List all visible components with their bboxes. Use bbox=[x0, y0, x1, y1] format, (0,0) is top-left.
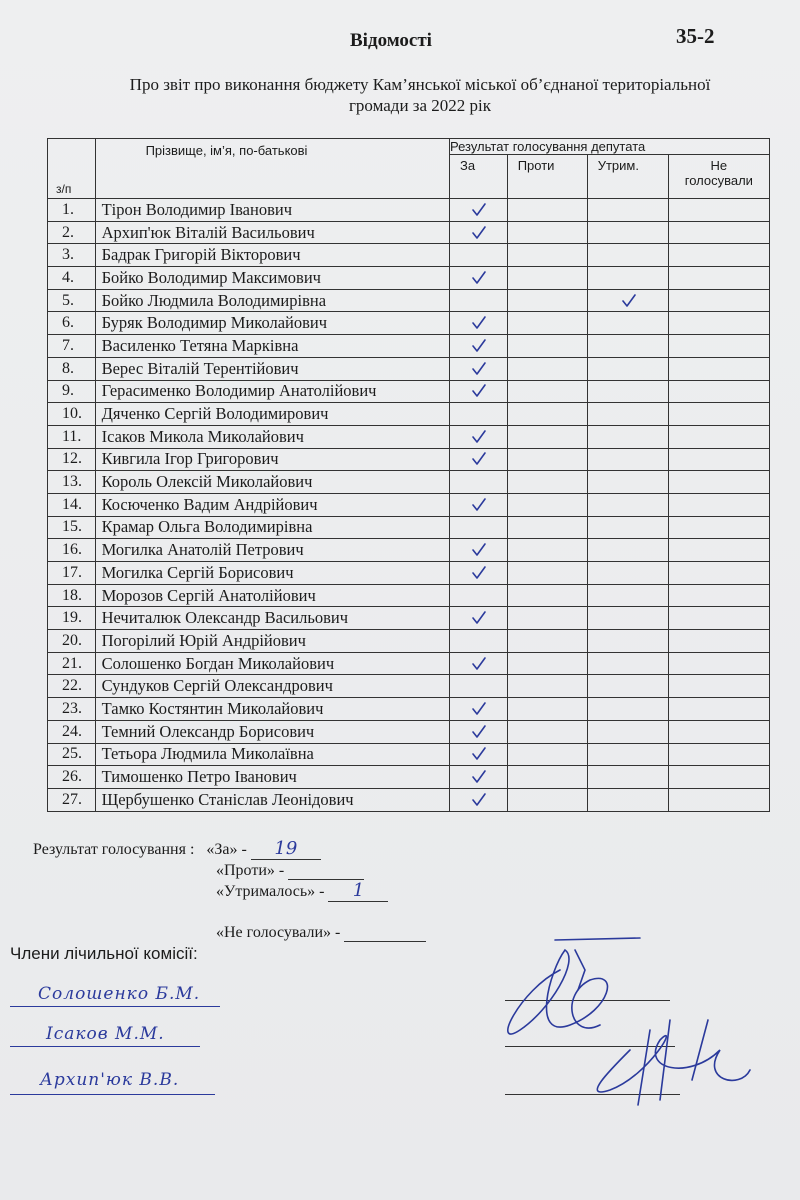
row-number: 3. bbox=[48, 244, 96, 267]
checkmark-icon bbox=[471, 746, 485, 762]
vote-cell-for bbox=[449, 516, 507, 539]
row-number: 8. bbox=[48, 357, 96, 380]
vote-cell-novote bbox=[668, 380, 769, 403]
table-row bbox=[48, 539, 770, 562]
vote-cell-for bbox=[449, 675, 507, 698]
for-label: «За» - bbox=[206, 841, 247, 858]
deputy-name: Тамко Костянтин Миколайович bbox=[95, 698, 449, 721]
row-number: 11. bbox=[48, 425, 96, 448]
vote-cell-against bbox=[507, 652, 587, 675]
vote-cell-for bbox=[449, 267, 507, 290]
checkmark-icon bbox=[471, 270, 485, 286]
subtitle-line-1: Про звіт про виконання бюджету Кам’янської міської об’єднаної територіальної bbox=[129, 75, 711, 94]
checkmark-icon bbox=[471, 497, 485, 513]
vote-cell-novote bbox=[668, 584, 769, 607]
table-row bbox=[48, 516, 770, 539]
signature-line-3 bbox=[10, 1094, 215, 1095]
deputy-name: Погорілий Юрій Андрійович bbox=[95, 630, 449, 653]
table-row bbox=[48, 652, 770, 675]
table-row bbox=[48, 199, 770, 222]
row-number: 13. bbox=[48, 471, 96, 494]
vote-cell-abstain bbox=[587, 607, 668, 630]
against-label: «Проти» - bbox=[216, 862, 285, 879]
row-number: 4. bbox=[48, 267, 96, 290]
vote-cell-against bbox=[507, 675, 587, 698]
vote-cell-novote bbox=[668, 471, 769, 494]
vote-cell-novote bbox=[668, 698, 769, 721]
deputy-name: Герасименко Володимир Анатолійович bbox=[95, 380, 449, 403]
header-number-label: з/п bbox=[56, 182, 72, 196]
table-row bbox=[48, 267, 770, 290]
row-number: 23. bbox=[48, 698, 96, 721]
results-label: Результат голосування : bbox=[33, 841, 195, 858]
table-row bbox=[48, 312, 770, 335]
abstain-label: «Утрималось» - bbox=[216, 883, 325, 900]
deputy-name: Дяченко Сергій Володимирович bbox=[95, 403, 449, 426]
checkmark-icon bbox=[471, 542, 485, 558]
checkmark-icon bbox=[471, 792, 485, 808]
vote-cell-abstain bbox=[587, 448, 668, 471]
table-row bbox=[48, 335, 770, 358]
vote-cell-abstain bbox=[587, 221, 668, 244]
table-row bbox=[48, 788, 770, 811]
checkmark-icon bbox=[471, 451, 485, 467]
vote-cell-for bbox=[449, 289, 507, 312]
deputy-name: Василенко Тетяна Марківна bbox=[95, 335, 449, 358]
deputy-name: Щербушенко Станіслав Леонідович bbox=[95, 788, 449, 811]
vote-cell-against bbox=[507, 289, 587, 312]
checkmark-icon bbox=[471, 565, 485, 581]
vote-cell-against bbox=[507, 562, 587, 585]
vote-cell-abstain bbox=[587, 357, 668, 380]
deputy-name: Тимошенко Петро Іванович bbox=[95, 766, 449, 789]
vote-cell-against bbox=[507, 698, 587, 721]
header-name bbox=[95, 139, 449, 199]
header-for: За bbox=[449, 155, 507, 199]
vote-cell-abstain bbox=[587, 403, 668, 426]
vote-cell-abstain bbox=[587, 471, 668, 494]
vote-cell-against bbox=[507, 335, 587, 358]
row-number: 21. bbox=[48, 652, 96, 675]
vote-cell-novote bbox=[668, 607, 769, 630]
header-abstain: Утрим. bbox=[587, 155, 668, 199]
vote-cell-for bbox=[449, 357, 507, 380]
row-number: 18. bbox=[48, 584, 96, 607]
vote-cell-novote bbox=[668, 720, 769, 743]
vote-cell-for bbox=[449, 630, 507, 653]
vote-cell-for bbox=[449, 471, 507, 494]
novote-line bbox=[216, 922, 426, 942]
deputy-name: Бадрак Григорій Вікторович bbox=[95, 244, 449, 267]
vote-cell-for bbox=[449, 607, 507, 630]
vote-cell-novote bbox=[668, 493, 769, 516]
table-row bbox=[48, 471, 770, 494]
table-row bbox=[48, 584, 770, 607]
results-summary bbox=[33, 838, 321, 860]
vote-cell-for bbox=[449, 720, 507, 743]
vote-cell-novote bbox=[668, 766, 769, 789]
header-novote-line1: Не bbox=[710, 158, 728, 173]
voting-table bbox=[47, 138, 770, 812]
vote-cell-abstain bbox=[587, 312, 668, 335]
vote-cell-novote bbox=[668, 199, 769, 222]
table-row bbox=[48, 425, 770, 448]
vote-cell-abstain bbox=[587, 289, 668, 312]
deputy-name: Сундуков Сергій Олександрович bbox=[95, 675, 449, 698]
vote-cell-for bbox=[449, 743, 507, 766]
checkmark-icon bbox=[471, 429, 485, 445]
vote-cell-abstain bbox=[587, 698, 668, 721]
row-number: 5. bbox=[48, 289, 96, 312]
signature-stroke bbox=[638, 1030, 650, 1105]
table-row bbox=[48, 562, 770, 585]
row-number: 17. bbox=[48, 562, 96, 585]
table-row bbox=[48, 720, 770, 743]
deputy-name: Тірон Володимир Іванович bbox=[95, 199, 449, 222]
vote-cell-abstain bbox=[587, 493, 668, 516]
vote-cell-for bbox=[449, 562, 507, 585]
vote-cell-abstain bbox=[587, 652, 668, 675]
vote-cell-against bbox=[507, 788, 587, 811]
vote-cell-for bbox=[449, 380, 507, 403]
deputy-name: Бойко Володимир Максимович bbox=[95, 267, 449, 290]
header-novote bbox=[668, 155, 769, 199]
vote-cell-for bbox=[449, 335, 507, 358]
checkmark-icon bbox=[471, 315, 485, 331]
vote-cell-for bbox=[449, 788, 507, 811]
row-number: 19. bbox=[48, 607, 96, 630]
vote-cell-abstain bbox=[587, 267, 668, 290]
commission-label: Члени лічильної комісії: bbox=[10, 944, 198, 963]
vote-cell-abstain bbox=[587, 425, 668, 448]
vote-cell-novote bbox=[668, 221, 769, 244]
checkmark-icon bbox=[471, 610, 485, 626]
checkmark-icon bbox=[471, 701, 485, 717]
row-number: 7. bbox=[48, 335, 96, 358]
vote-cell-against bbox=[507, 539, 587, 562]
table-row bbox=[48, 766, 770, 789]
vote-cell-against bbox=[507, 199, 587, 222]
vote-cell-novote bbox=[668, 289, 769, 312]
vote-cell-abstain bbox=[587, 675, 668, 698]
table-row bbox=[48, 244, 770, 267]
handwritten-signature bbox=[460, 930, 760, 1120]
vote-cell-novote bbox=[668, 267, 769, 290]
checkmark-icon bbox=[621, 293, 635, 309]
vote-cell-for bbox=[449, 244, 507, 267]
vote-cell-against bbox=[507, 607, 587, 630]
vote-cell-novote bbox=[668, 516, 769, 539]
vote-cell-abstain bbox=[587, 244, 668, 267]
signature-stroke bbox=[597, 1036, 750, 1092]
vote-cell-abstain bbox=[587, 199, 668, 222]
deputy-name: Бойко Людмила Володимирівна bbox=[95, 289, 449, 312]
header-against: Проти bbox=[507, 155, 587, 199]
row-number: 1. bbox=[48, 199, 96, 222]
row-number: 6. bbox=[48, 312, 96, 335]
checkmark-icon bbox=[471, 724, 485, 740]
vote-cell-abstain bbox=[587, 743, 668, 766]
vote-cell-abstain bbox=[587, 335, 668, 358]
vote-cell-abstain bbox=[587, 584, 668, 607]
deputy-name: Король Олексій Миколайович bbox=[95, 471, 449, 494]
vote-cell-for bbox=[449, 652, 507, 675]
checkmark-icon bbox=[471, 361, 485, 377]
vote-cell-for bbox=[449, 199, 507, 222]
vote-cell-novote bbox=[668, 425, 769, 448]
novote-count bbox=[344, 922, 426, 942]
vote-cell-for bbox=[449, 584, 507, 607]
deputy-name: Морозов Сергій Анатолійович bbox=[95, 584, 449, 607]
vote-cell-novote bbox=[668, 312, 769, 335]
row-number: 24. bbox=[48, 720, 96, 743]
vote-cell-abstain bbox=[587, 380, 668, 403]
row-number: 25. bbox=[48, 743, 96, 766]
row-number: 27. bbox=[48, 788, 96, 811]
vote-cell-against bbox=[507, 743, 587, 766]
vote-cell-novote bbox=[668, 539, 769, 562]
table-row bbox=[48, 289, 770, 312]
vote-cell-novote bbox=[668, 652, 769, 675]
table-row bbox=[48, 607, 770, 630]
vote-cell-against bbox=[507, 493, 587, 516]
row-number: 2. bbox=[48, 221, 96, 244]
row-number: 16. bbox=[48, 539, 96, 562]
signature-stroke bbox=[660, 1020, 670, 1100]
vote-cell-against bbox=[507, 471, 587, 494]
deputy-name: Косюченко Вадим Андрійович bbox=[95, 493, 449, 516]
vote-cell-for bbox=[449, 539, 507, 562]
vote-cell-novote bbox=[668, 743, 769, 766]
document-subtitle bbox=[70, 74, 770, 116]
row-number: 26. bbox=[48, 766, 96, 789]
vote-cell-against bbox=[507, 357, 587, 380]
vote-cell-against bbox=[507, 312, 587, 335]
row-number: 15. bbox=[48, 516, 96, 539]
vote-cell-against bbox=[507, 720, 587, 743]
vote-cell-for bbox=[449, 425, 507, 448]
row-number: 12. bbox=[48, 448, 96, 471]
vote-cell-for bbox=[449, 766, 507, 789]
vote-cell-for bbox=[449, 698, 507, 721]
commission-member-1: Солошенко Б.М. bbox=[38, 984, 201, 1004]
vote-cell-novote bbox=[668, 630, 769, 653]
checkmark-icon bbox=[471, 383, 485, 399]
signature-stroke bbox=[508, 950, 608, 1034]
deputy-name: Архип'юк Віталій Васильович bbox=[95, 221, 449, 244]
commission-member-2: Ісаков М.М. bbox=[46, 1024, 165, 1044]
vote-cell-for bbox=[449, 403, 507, 426]
novote-label: «Не голосували» - bbox=[216, 924, 341, 941]
vote-cell-for bbox=[449, 312, 507, 335]
against-count bbox=[288, 860, 364, 880]
row-number: 10. bbox=[48, 403, 96, 426]
row-number: 20. bbox=[48, 630, 96, 653]
table-row bbox=[48, 221, 770, 244]
deputy-name: Верес Віталій Терентійович bbox=[95, 357, 449, 380]
table-row bbox=[48, 493, 770, 516]
table-row bbox=[48, 448, 770, 471]
vote-cell-against bbox=[507, 244, 587, 267]
document-number: 35-2 bbox=[676, 24, 715, 48]
vote-cell-against bbox=[507, 267, 587, 290]
deputy-name: Нечиталюк Олександр Васильович bbox=[95, 607, 449, 630]
deputy-name: Могилка Анатолій Петрович bbox=[95, 539, 449, 562]
vote-cell-novote bbox=[668, 244, 769, 267]
deputy-name: Буряк Володимир Миколайович bbox=[95, 312, 449, 335]
vote-cell-novote bbox=[668, 675, 769, 698]
vote-cell-novote bbox=[668, 335, 769, 358]
vote-cell-abstain bbox=[587, 516, 668, 539]
checkmark-icon bbox=[471, 202, 485, 218]
vote-cell-abstain bbox=[587, 630, 668, 653]
table-row bbox=[48, 357, 770, 380]
vote-cell-against bbox=[507, 380, 587, 403]
vote-cell-novote bbox=[668, 448, 769, 471]
row-number: 22. bbox=[48, 675, 96, 698]
vote-cell-against bbox=[507, 221, 587, 244]
deputy-name: Темний Олександр Борисович bbox=[95, 720, 449, 743]
table-row bbox=[48, 675, 770, 698]
checkmark-icon bbox=[471, 656, 485, 672]
signature-stroke bbox=[555, 938, 640, 940]
deputy-name: Крамар Ольга Володимирівна bbox=[95, 516, 449, 539]
vote-cell-abstain bbox=[587, 720, 668, 743]
for-count: 19 bbox=[251, 838, 321, 860]
subtitle-line-2: громади за 2022 рік bbox=[348, 96, 492, 115]
vote-cell-against bbox=[507, 425, 587, 448]
table-row bbox=[48, 380, 770, 403]
header-name-label: Прізвище, ім’я, по-батькові bbox=[145, 143, 308, 158]
vote-cell-novote bbox=[668, 403, 769, 426]
signature-line-1 bbox=[10, 1006, 220, 1007]
document-title: Відомості bbox=[350, 30, 432, 51]
signature-stroke bbox=[692, 1020, 708, 1080]
vote-cell-against bbox=[507, 516, 587, 539]
vote-cell-abstain bbox=[587, 766, 668, 789]
row-number: 9. bbox=[48, 380, 96, 403]
abstain-count: 1 bbox=[328, 880, 388, 902]
vote-cell-against bbox=[507, 630, 587, 653]
checkmark-icon bbox=[471, 338, 485, 354]
vote-cell-for bbox=[449, 448, 507, 471]
vote-cell-novote bbox=[668, 562, 769, 585]
checkmark-icon bbox=[471, 769, 485, 785]
against-line bbox=[216, 860, 364, 880]
vote-cell-abstain bbox=[587, 539, 668, 562]
header-number bbox=[48, 139, 96, 199]
deputy-name: Солошенко Богдан Миколайович bbox=[95, 652, 449, 675]
commission-member-3: Архип'юк В.В. bbox=[40, 1070, 180, 1090]
header-result: Результат голосування депутата bbox=[449, 139, 769, 155]
abstain-line bbox=[216, 880, 388, 902]
table-row bbox=[48, 403, 770, 426]
vote-cell-abstain bbox=[587, 562, 668, 585]
vote-cell-for bbox=[449, 221, 507, 244]
table-row bbox=[48, 743, 770, 766]
vote-cell-novote bbox=[668, 357, 769, 380]
header-novote-line2: голосували bbox=[684, 173, 753, 188]
deputy-name: Кивгила Ігор Григорович bbox=[95, 448, 449, 471]
deputy-name: Ісаков Микола Миколайович bbox=[95, 425, 449, 448]
signature-line-2 bbox=[10, 1046, 200, 1047]
deputy-name: Могилка Сергій Борисович bbox=[95, 562, 449, 585]
deputy-name: Тетьора Людмила Миколаївна bbox=[95, 743, 449, 766]
vote-cell-against bbox=[507, 448, 587, 471]
vote-cell-against bbox=[507, 584, 587, 607]
vote-cell-against bbox=[507, 403, 587, 426]
checkmark-icon bbox=[471, 225, 485, 241]
table-row bbox=[48, 630, 770, 653]
vote-cell-abstain bbox=[587, 788, 668, 811]
vote-cell-novote bbox=[668, 788, 769, 811]
vote-cell-for bbox=[449, 493, 507, 516]
vote-cell-against bbox=[507, 766, 587, 789]
row-number: 14. bbox=[48, 493, 96, 516]
table-row bbox=[48, 698, 770, 721]
